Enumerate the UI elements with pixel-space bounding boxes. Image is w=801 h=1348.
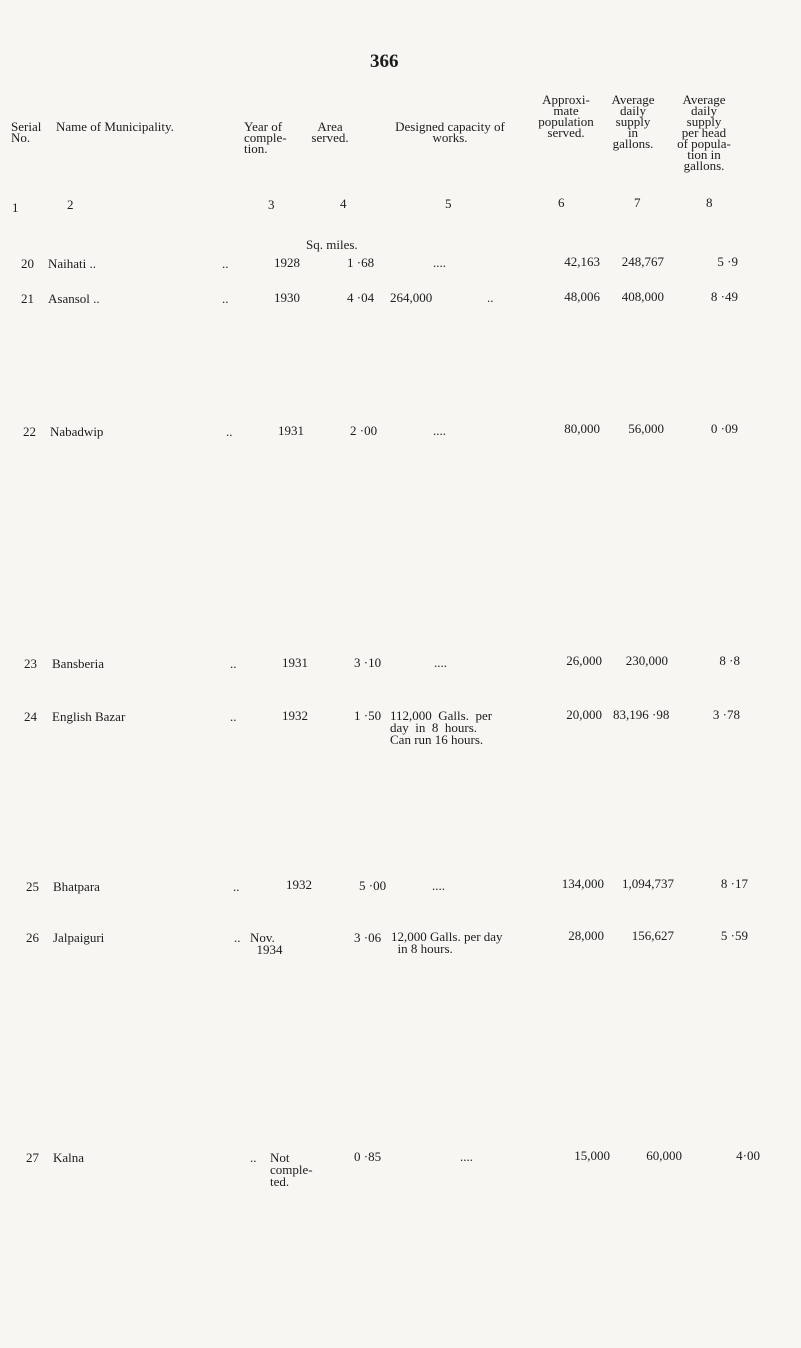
leader-dots: .. [233, 879, 240, 894]
designed-capacity: 12,000 Galls. per day in 8 hours. [391, 929, 503, 956]
header-area-served: Area served. [311, 119, 349, 145]
designed-capacity: .... [432, 878, 445, 893]
leader-dots: .. [230, 709, 237, 724]
area-served: 4 ·04 [347, 290, 375, 305]
daily-supply: 248,767 [621, 254, 664, 269]
daily-supply: 60,000 [646, 1148, 682, 1163]
serial-number: 23 [24, 656, 37, 671]
year-of-completion: 1928 [274, 255, 300, 270]
serial-number: 26 [26, 930, 39, 945]
supply-per-head: 5 ·59 [720, 928, 748, 943]
municipality-name: Bansberia [52, 656, 104, 671]
supply-per-head: 8 ·17 [720, 876, 748, 891]
leader-dots: .. [230, 656, 237, 671]
column-number: 7 [634, 195, 641, 210]
table-row [0, 707, 801, 771]
area-served: 5 ·00 [359, 878, 387, 893]
population-served: 134,000 [561, 876, 604, 891]
header-designed-capacity: Designed capacity of works. [395, 119, 505, 145]
daily-supply: 1,094,737 [622, 876, 674, 891]
column-number: 3 [268, 197, 275, 212]
year-of-completion: Not comple- ted. [270, 1150, 313, 1189]
area-unit-label: Sq. miles. [306, 237, 358, 252]
supply-per-head: 8 ·8 [719, 653, 740, 668]
table-row [0, 421, 801, 486]
serial-number: 20 [21, 256, 34, 271]
area-served: 3 ·10 [354, 655, 382, 670]
year-of-completion: Nov. 1934 [250, 930, 283, 957]
column-number: 2 [67, 197, 74, 212]
supply-per-head: 3 ·78 [712, 707, 740, 722]
header-serial-no: Serial No. [11, 119, 42, 145]
year-of-completion: 1930 [274, 290, 300, 305]
year-of-completion: 1931 [278, 423, 304, 438]
area-served: 1 ·50 [354, 708, 382, 723]
column-number: 1 [12, 200, 19, 215]
area-served: 1 ·68 [347, 255, 375, 270]
supply-per-head: 8 ·49 [710, 289, 738, 304]
leader-dots: .. [487, 290, 494, 305]
area-served: 0 ·85 [354, 1149, 382, 1164]
population-served: 26,000 [566, 653, 602, 668]
page-number: 366 [370, 51, 399, 72]
population-served: 15,000 [574, 1148, 610, 1163]
population-served: 28,000 [568, 928, 604, 943]
designed-capacity: .... [434, 655, 447, 670]
header-supply-per-head: Average daily supply per head of popula- tion in gallons. [677, 92, 731, 173]
leader-dots: .. [222, 291, 229, 306]
area-served: 3 ·06 [354, 930, 382, 945]
supply-per-head: 4·00 [736, 1148, 760, 1163]
serial-number: 27 [26, 1150, 39, 1165]
table-row [0, 289, 801, 352]
header-average-daily-supply: Average daily supply in gallons. [611, 92, 655, 151]
designed-capacity: 112,000 Galls. per day in 8 hours. Can run 16 hours. [390, 708, 493, 747]
column-number: 5 [445, 196, 452, 211]
population-served: 80,000 [564, 421, 600, 436]
population-served: 20,000 [566, 707, 602, 722]
municipality-name: English Bazar [52, 709, 126, 724]
column-number: 6 [558, 195, 565, 210]
daily-supply: 156,627 [631, 928, 674, 943]
supply-per-head: 0 ·09 [710, 421, 738, 436]
leader-dots: .. [234, 930, 241, 945]
municipality-name: Jalpaiguri [53, 930, 105, 945]
daily-supply: 230,000 [625, 653, 668, 668]
column-number: 4 [340, 196, 347, 211]
year-of-completion: 1931 [282, 655, 308, 670]
daily-supply: 83,196 ·98 [613, 707, 670, 722]
population-served: 48,006 [564, 289, 600, 304]
header-name-of-municipality: Name of Municipality. [56, 119, 174, 134]
designed-capacity: .... [433, 255, 446, 270]
serial-number: 24 [24, 709, 37, 724]
leader-dots: .. [226, 424, 233, 439]
supply-per-head: 5 ·9 [717, 254, 738, 269]
table-row [0, 928, 801, 992]
designed-capacity: .... [460, 1149, 473, 1164]
header-year-of-completion: Year of comple- tion. [244, 119, 287, 156]
column-number: 8 [706, 195, 713, 210]
designed-capacity: 264,000 [390, 290, 433, 305]
area-served: 2 ·00 [350, 423, 378, 438]
daily-supply: 56,000 [628, 421, 664, 436]
table-row [0, 1148, 801, 1232]
serial-number: 25 [26, 879, 39, 894]
serial-number: 21 [21, 291, 34, 306]
municipality-name: Asansol .. [48, 291, 100, 306]
municipality-name: Bhatpara [53, 879, 100, 894]
population-served: 42,163 [564, 254, 600, 269]
year-of-completion: 1932 [286, 877, 312, 892]
municipality-name: Nabadwip [50, 424, 104, 439]
municipality-name: Kalna [53, 1150, 85, 1165]
daily-supply: 408,000 [621, 289, 664, 304]
designed-capacity: .... [433, 423, 446, 438]
serial-number: 22 [23, 424, 36, 439]
header-population-served: Approxi- mate population served. [538, 92, 594, 140]
leader-dots: .. [250, 1150, 257, 1165]
leader-dots: .. [222, 256, 229, 271]
year-of-completion: 1932 [282, 708, 308, 723]
municipality-name: Naihati .. [48, 256, 97, 271]
